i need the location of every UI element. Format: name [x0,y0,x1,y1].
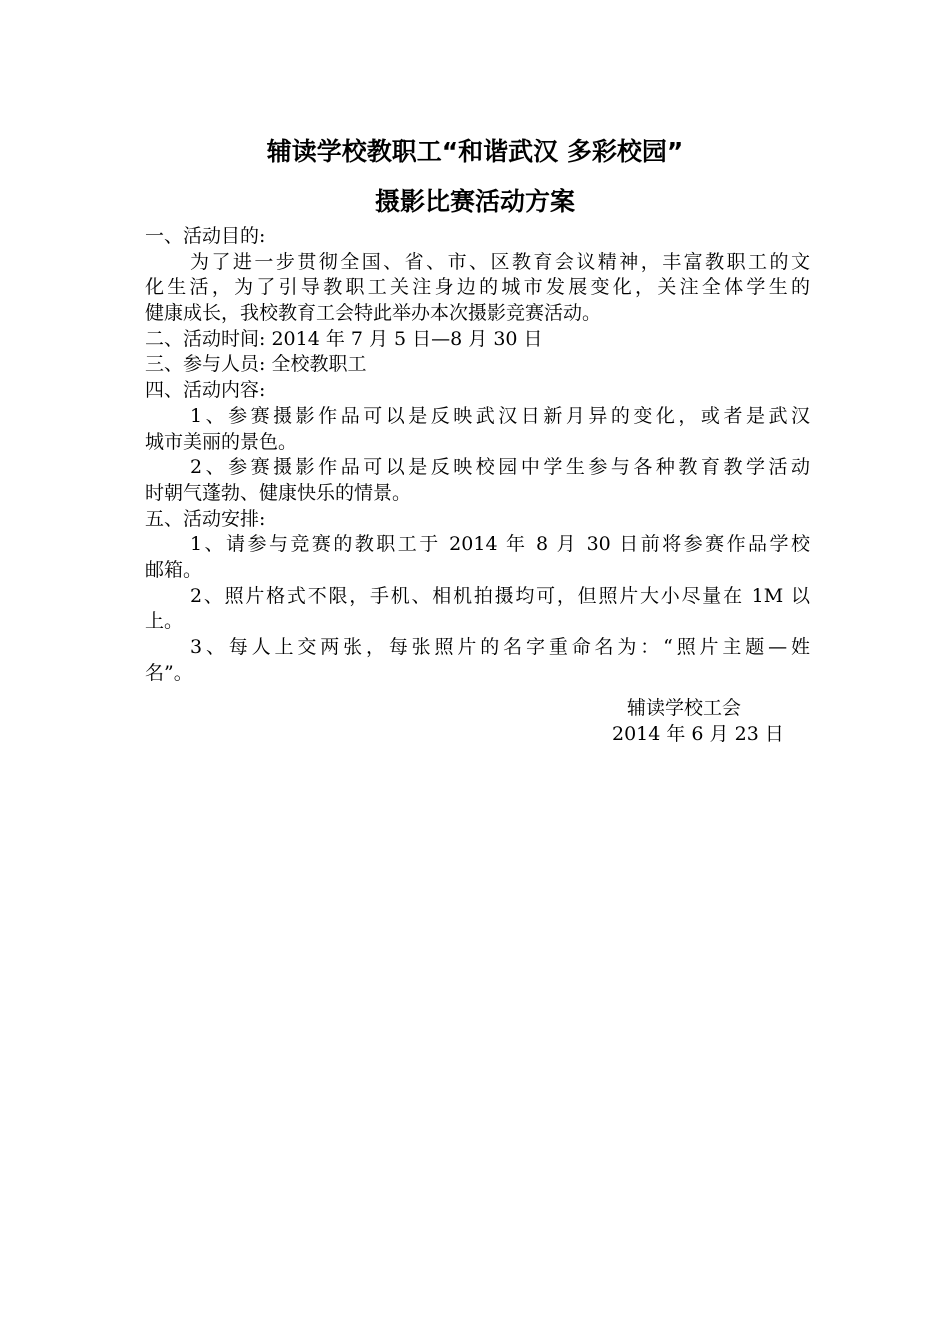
signature-organization: 辅读学校工会 [627,697,742,719]
body-line: 1、请参与竞赛的教职工于 2014 年 8 月 30 日前将参赛作品学校 [190,533,810,556]
signature-date: 2014 年 6 月 23 日 [612,723,784,745]
section-heading-arrangement: 五、活动安排: [145,507,266,530]
section-heading-content: 四、活动内容: [145,379,266,402]
body-line: 3、每人上交两张，每张照片的名字重命名为：“照片主题—姓 [190,636,810,658]
body-line: 邮箱。 [145,558,203,581]
section-heading-time: 二、活动时间: 2014 年 7 月 5 日—8 月 30 日 [145,327,543,350]
body-line: 2、参赛摄影作品可以是反映校园中学生参与各种教育教学活动 [190,456,810,479]
document-body [145,224,810,686]
section-heading-purpose: 一、活动目的: [145,225,266,247]
body-line: 化生活，为了引导教职工关注身边的城市发展变化，关注全体学生的 [145,276,810,299]
body-line: 名”。 [145,661,193,684]
body-line: 城市美丽的景色。 [145,430,298,453]
body-line: 时朝气蓬勃、健康快乐的情景。 [145,481,412,504]
body-line: 上。 [145,610,184,633]
body-line: 为了进一步贯彻全国、省、市、区教育会议精神，丰富教职工的文 [190,250,810,273]
body-line: 健康成长，我校教育工会特此举办本次摄影竞赛活动。 [145,302,602,325]
section-heading-participants: 三、参与人员: 全校教职工 [145,353,367,376]
document-title-line-2: 摄影比赛活动方案 [374,187,575,216]
document-title-line-1: 辅读学校教职工“和谐武汉 多彩校园” [266,137,684,166]
body-line: 2、照片格式不限，手机、相机拍摄均可，但照片大小尽量在 1M 以 [190,584,810,607]
body-line: 1、参赛摄影作品可以是反映武汉日新月异的变化，或者是武汉 [190,404,810,427]
